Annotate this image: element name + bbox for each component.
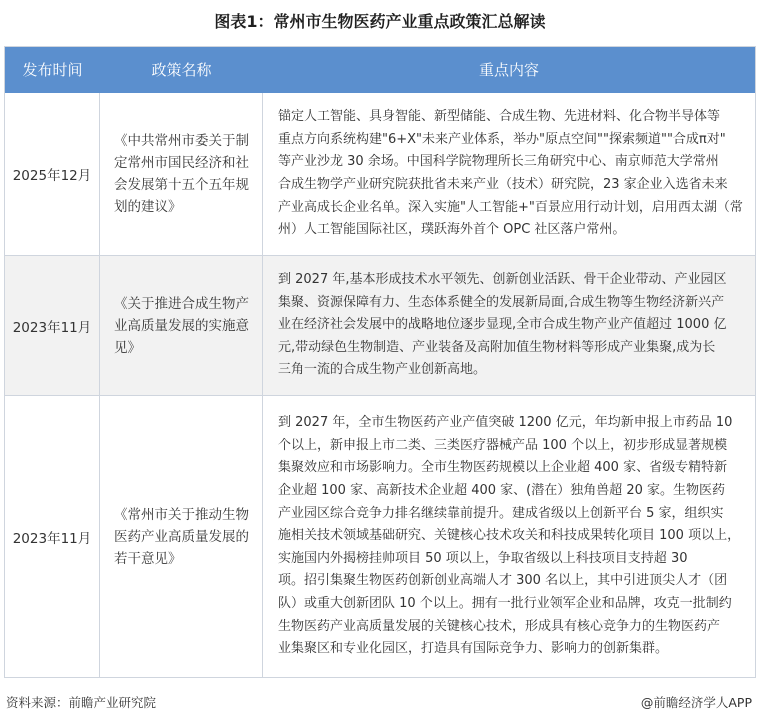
content-line: 等产业沙龙 30 余场。中国科学院物理所长三角研究中心、南京师范大学常州 <box>278 154 719 170</box>
row-policy-name <box>100 256 263 395</box>
source-note: 资料来源：前瞻产业研究院 <box>6 695 157 710</box>
policy-table <box>4 46 756 678</box>
header-key-content: 重点内容 <box>478 61 539 79</box>
row-key-content <box>263 396 755 677</box>
content-line: 队）或重大创新团队 10 个以上。拥有一批行业领军企业和品牌，攻克一批制约 <box>278 595 732 611</box>
policy-name-line: 业高质量发展的实施意 <box>114 317 249 334</box>
content-line: 州）人工智能国际社区，璞跃海外首个 OPC 社区落户常州。 <box>278 222 626 238</box>
table-row <box>5 93 755 255</box>
table-row <box>5 255 755 395</box>
policy-name-line: 若干意见》 <box>114 550 182 567</box>
policy-name-line: 《中共常州市委关于制 <box>114 133 249 149</box>
content-line: 施相关技术领域基础研究、关键核心技术攻关和科技成果转化项目 100 项以上， <box>278 528 741 544</box>
row-key-content <box>263 93 755 255</box>
row-date: 2023年11月 <box>5 396 100 677</box>
content-line: 锚定人工智能、具身智能、新型储能、合成生物、先进材料、化合物半导体等 <box>278 109 721 125</box>
content-line: 重点方向系统构建"6+X"未来产业体系，举办"原点空间""探索频道""合成π对" <box>278 131 726 147</box>
content-line: 项。招引集聚生物医药创新创业高端人才 300 名以上，其中引进顶尖人才（团 <box>278 573 728 589</box>
content-line: 集聚效应和市场影响力。全市生物医药规模以上企业超 400 家、省级专精特新 <box>278 460 728 476</box>
content-line: 企业超 100 家、高新技术企业超 400 家、(潜在）独角兽超 20 家。生物医药 <box>278 483 726 499</box>
policy-name-line: 《常州市关于推动生物 <box>114 506 249 523</box>
row-policy-name <box>100 93 263 255</box>
content-line: 到 2027 年，全市生物医药产业产值突破 1200 亿元，年均新申报上市药品 10 <box>278 415 733 431</box>
content-line: 到 2027 年,基本形成技术水平领先、创新创业活跃、骨干企业带动、产业园区 <box>278 272 727 288</box>
content-line: 业集聚区和专业化园区，打造具有国际竞争力、影响力的创新集群。 <box>278 641 669 657</box>
header-date: 发布时间 <box>22 61 83 79</box>
row-policy-name <box>100 396 263 677</box>
content-line: 个以上，新申报上市二类、三类医疗器械产品 100 个以上，初步形成显著规模 <box>278 437 728 453</box>
content-line: 实施国内外揭榜挂帅项目 50 项以上，争取省级以上科技项目支持超 30 <box>278 550 688 566</box>
brand-credit <box>641 693 752 711</box>
header-policy-name: 政策名称 <box>151 61 212 79</box>
page-title: 图表1：常州市生物医药产业重点政策汇总解读 <box>214 12 546 31</box>
policy-name-line: 划的建议》 <box>114 199 182 215</box>
content-line: 集聚、资源保障有力、生态体系健全的发展新局面,合成生物等生物经济新兴产 <box>278 294 725 310</box>
row-key-content <box>263 256 755 395</box>
policy-name-line: 定常州市国民经济和社 <box>114 155 249 171</box>
row-date: 2023年11月 <box>5 256 100 395</box>
policy-name-line: 医药产业高质量发展的 <box>114 528 249 545</box>
policy-name-line: 见》 <box>114 339 141 356</box>
table-row <box>5 395 755 677</box>
content-line: 生物医药产业高质量发展的关键核心技术，形成具有核心竞争力的生物医药产 <box>278 618 721 634</box>
row-date: 2025年12月 <box>5 93 100 255</box>
brand-text: @前瞻经济学人APP <box>640 695 752 710</box>
content-line: 元,带动绿色生物制造、产业装备及高附加值生物材料等形成产业集聚,成为长 <box>278 339 716 355</box>
content-line: 合成生物学产业研究院获批省未来产业（技术）研究院，23 家企业入选省未来 <box>278 177 728 192</box>
policy-name-line: 会发展第十五个五年规 <box>114 177 249 193</box>
table-header <box>5 47 755 93</box>
content-line: 产业高成长企业名单。深入实施"人工智能+"百景应用行动计划，启用西太湖（常 <box>278 199 743 215</box>
policy-name-line: 《关于推进合成生物产 <box>114 295 249 312</box>
content-line: 三角一流的合成生物产业创新高地。 <box>278 362 487 378</box>
content-line: 业在经济社会发展中的战略地位逐步显现,全市合成生物产业产值超过 1000 亿 <box>278 317 727 333</box>
content-line: 产业园区综合竞争力排名继续靠前提升。建成省级以上创新平台 5 家，组织实 <box>278 505 724 521</box>
